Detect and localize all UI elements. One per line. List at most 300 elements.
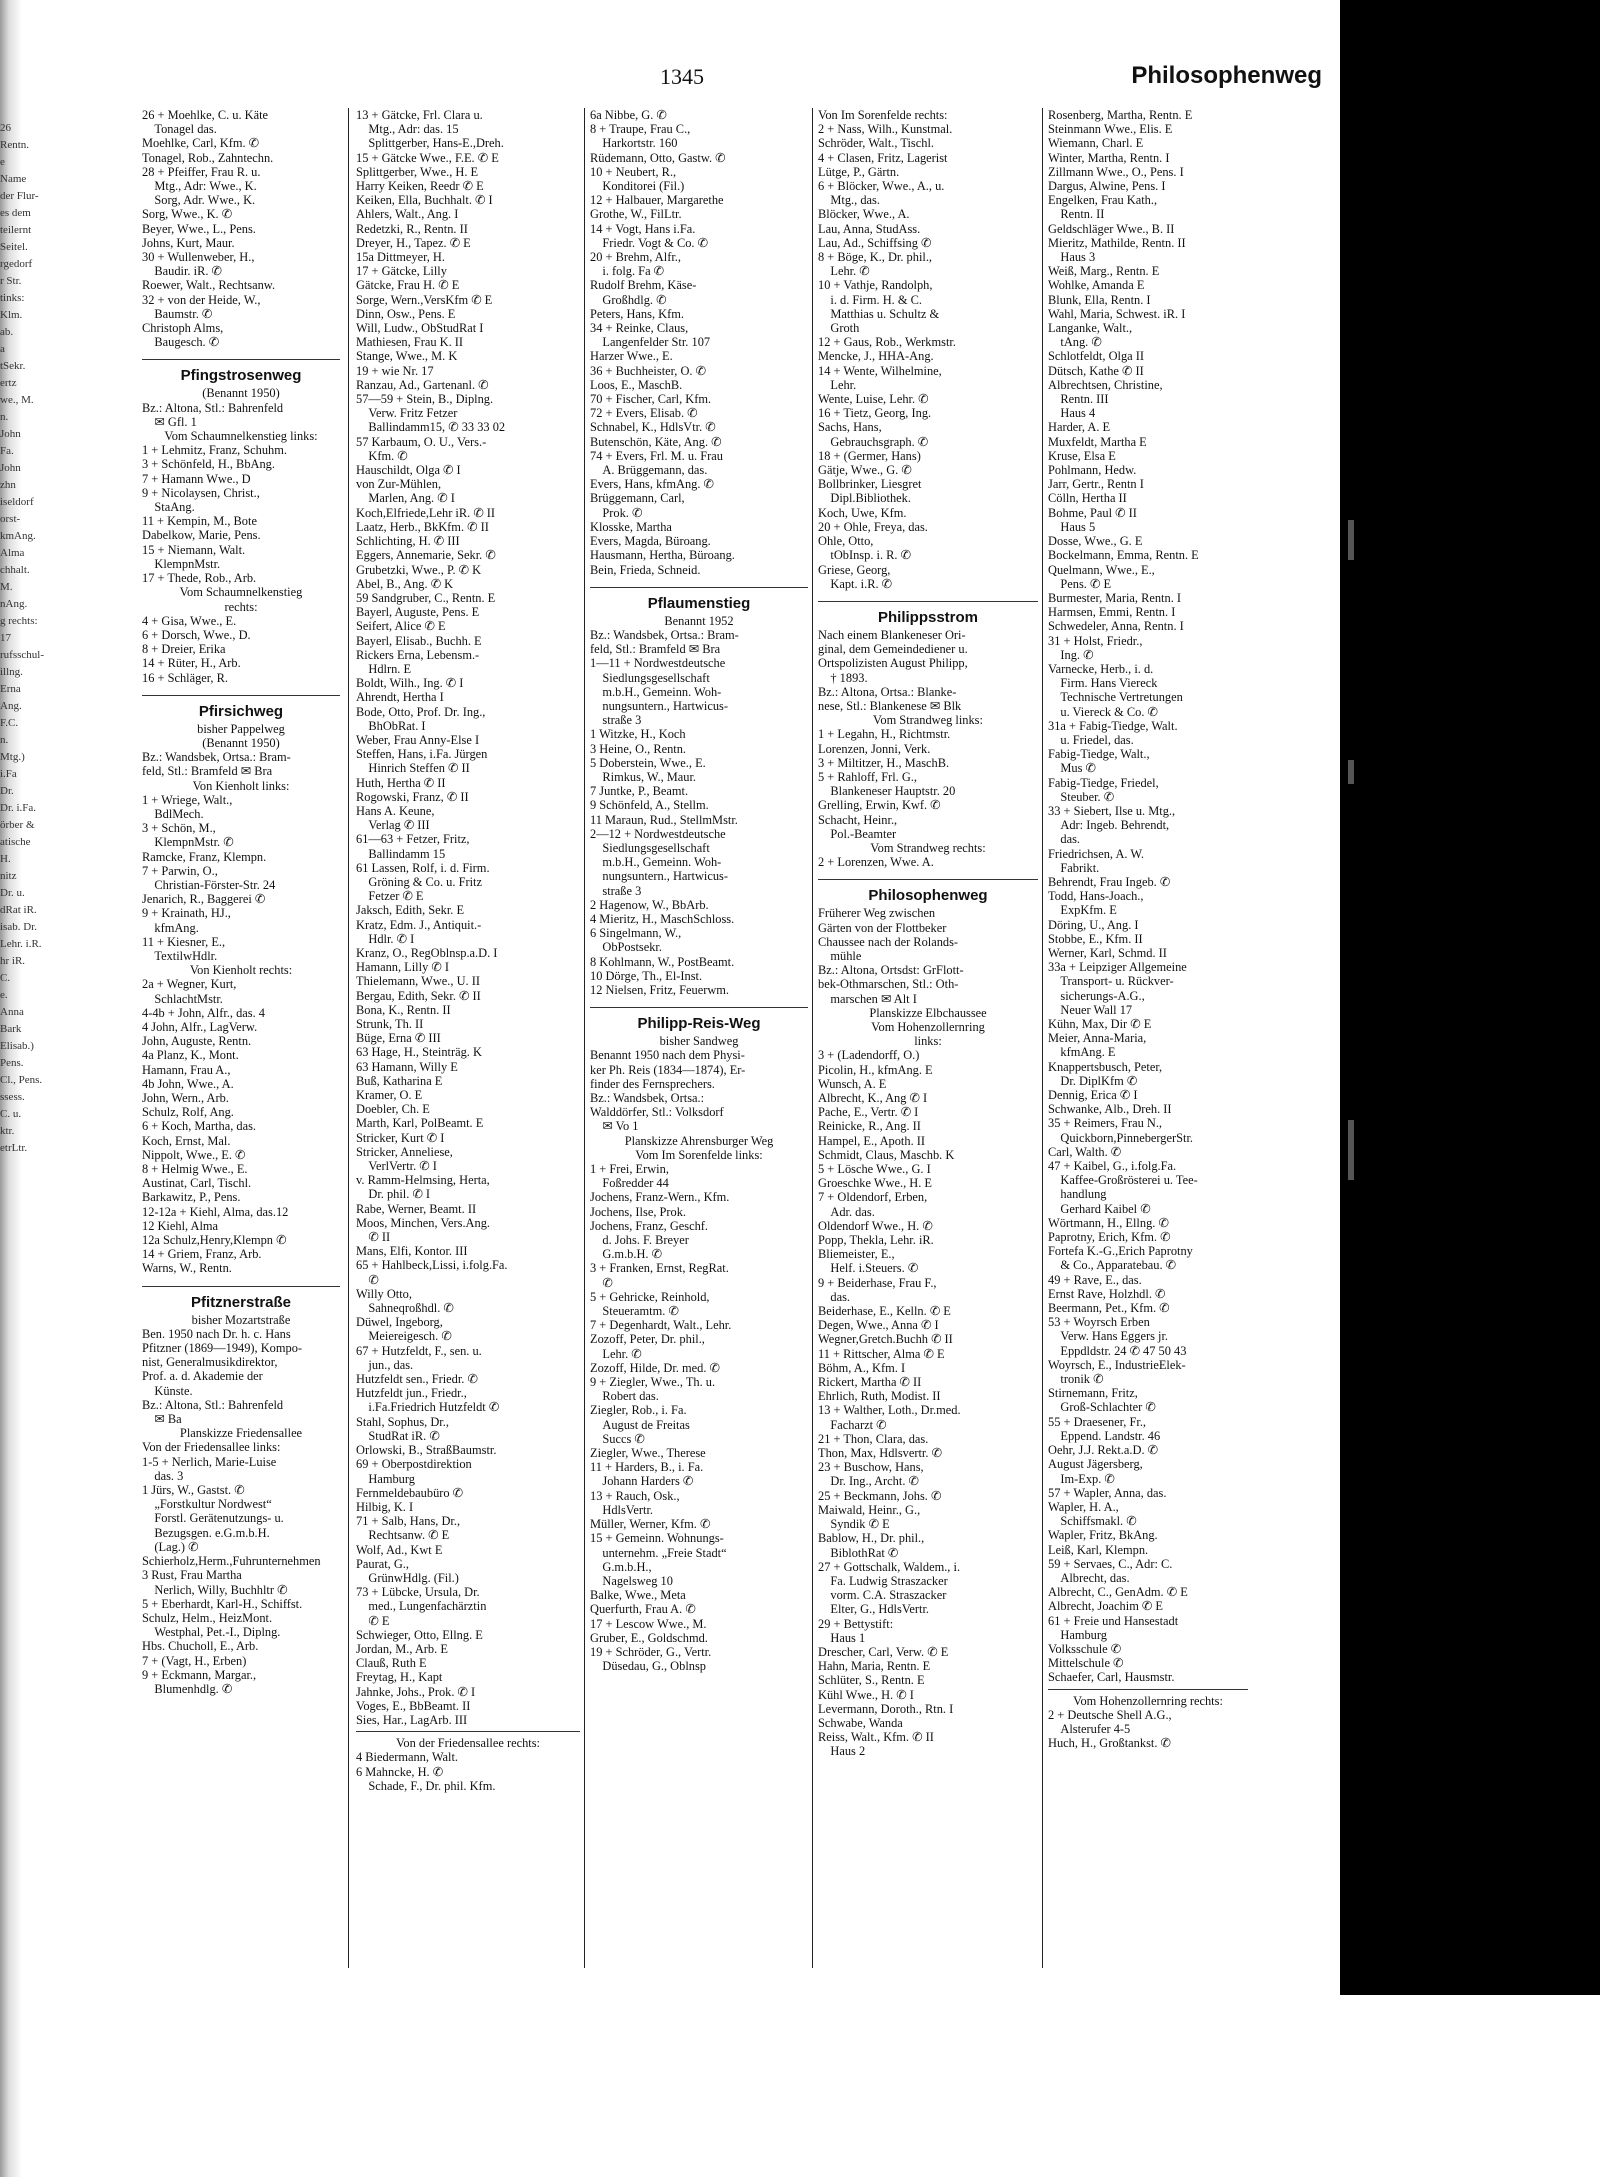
directory-entry: Nerlich, Willy, Buchhltr ✆ xyxy=(142,1582,288,1597)
directory-entry: Laatz, Herb., BkKfm. ✆ II xyxy=(356,519,489,534)
directory-entry: Sorg, Adr. Wwe., K. xyxy=(142,193,256,208)
directory-entry: Hilbig, K. I xyxy=(356,1499,414,1514)
directory-entry: 17 + Thede, Rob., Arb. xyxy=(142,571,257,586)
directory-entry: nese, Stl.: Blankenese ✉ Blk xyxy=(818,698,962,713)
facing-page-text: Cl., Pens. xyxy=(0,1074,43,1086)
directory-entry: Marth, Karl, PolBeamt. E xyxy=(356,1116,484,1131)
facing-page-text: Erna xyxy=(0,683,21,695)
directory-entry: 15a Dittmeyer, H. xyxy=(356,250,445,265)
directory-entry: Schulz, Rolf, Ang. xyxy=(142,1105,234,1120)
facing-page-text: 17 xyxy=(0,632,11,644)
directory-entry: ObPostsekr. xyxy=(590,940,662,955)
directory-entry: sicherungs-A.G., xyxy=(1048,988,1145,1003)
directory-entry: 11 + Harders, B., i. Fa. xyxy=(590,1460,704,1475)
page-title: Philosophenweg xyxy=(1131,62,1322,89)
directory-entry: 16 + Schläger, R. xyxy=(142,670,228,685)
directory-entry: Wohlke, Amanda E xyxy=(1048,278,1145,293)
directory-entry: Kapt. i.R. ✆ xyxy=(818,576,893,591)
directory-entry: Fortefa K.-G.,Erich Paprotny xyxy=(1048,1244,1193,1259)
directory-entry: Früherer Weg zwischen xyxy=(818,906,936,921)
directory-entry: Wahl, Maria, Schwest. iR. I xyxy=(1048,306,1186,321)
directory-entry: Roewer, Walt., Rechtsanw. xyxy=(142,278,276,293)
directory-entry: 28 + Pfeiffer, Frau R. u. xyxy=(142,164,261,179)
directory-entry: 4b John, Wwe., A. xyxy=(142,1076,234,1091)
directory-entry: Firm. Hans Viereck xyxy=(1048,676,1158,691)
directory-entry: BdlMech. xyxy=(142,806,204,821)
directory-entry: 57 Karbaum, O. U., Vers.- xyxy=(356,434,487,449)
directory-entry: Nach einem Blankeneser Ori- xyxy=(818,627,966,642)
directory-entry: Hamburg xyxy=(1048,1627,1107,1642)
directory-entry: Harzer Wwe., E. xyxy=(590,349,673,364)
facing-page-text: illng. xyxy=(0,666,23,678)
directory-entry: Ballindamm15, ✆ 33 33 02 xyxy=(356,420,506,435)
directory-entry: 73 + Lübcke, Ursula, Dr. xyxy=(356,1585,480,1600)
facing-page-text: zhn xyxy=(0,479,16,491)
directory-entry: Rickert, Martha ✆ II xyxy=(818,1375,922,1390)
directory-entry: Von der Friedensallee links: xyxy=(142,1440,281,1455)
directory-entry: Rosenberg, Martha, Rentn. E xyxy=(1048,108,1193,122)
directory-entry: SchlachtMstr. xyxy=(142,991,223,1006)
directory-entry: vorm. C.A. Straszacker xyxy=(818,1588,947,1603)
facing-page-text: nitz xyxy=(0,870,17,882)
directory-entry: Baumstr. ✆ xyxy=(142,306,213,321)
directory-entry: Koch, Ernst, Mal. xyxy=(142,1133,231,1148)
directory-entry: Eppend. Landstr. 46 xyxy=(1048,1428,1161,1443)
street-heading: Pfitznerstraße xyxy=(142,1286,340,1313)
directory-entry: Mtg., Adr: das. 15 xyxy=(356,122,459,137)
directory-entry: Eggers, Annemarie, Sekr. ✆ xyxy=(356,548,496,563)
directory-entry: Böhm, A., Kfm. I xyxy=(818,1360,906,1375)
directory-entry: Jochens, Franz-Wern., Kfm. xyxy=(590,1190,730,1205)
directory-entry: „Forstkultur Nordwest“ xyxy=(142,1497,272,1512)
directory-entry: Reiss, Walt., Kfm. ✆ II xyxy=(818,1730,934,1745)
directory-entry: nist, Generalmusikdirektor, xyxy=(142,1355,278,1370)
directory-entry: BhObRat. I xyxy=(356,718,426,733)
directory-entry: Barkawitz, P., Pens. xyxy=(142,1190,241,1205)
directory-entry: tronik ✆ xyxy=(1048,1372,1104,1387)
directory-entry: 61—63 + Fetzer, Fritz, xyxy=(356,832,470,847)
directory-entry: 6 + Blöcker, Wwe., A., u. xyxy=(818,179,945,194)
facing-page-text: orst- xyxy=(0,513,21,525)
directory-entry: 23 + Buschow, Hans, xyxy=(818,1460,924,1475)
directory-entry: Jordan, M., Arb. E xyxy=(356,1641,448,1656)
street-subheading: Vom Schaumnelkenstieg links: xyxy=(164,429,318,444)
directory-entry: G.m.b.H. ✆ xyxy=(590,1247,662,1262)
street-subheading: Planskizze Elbchaussee xyxy=(869,1005,987,1020)
directory-entry: Kranz, O., RegOblnsp.a.D. I xyxy=(356,945,498,960)
directory-entry: Quelmann, Wwe., E., xyxy=(1048,562,1155,577)
directory-entry: Huth, Hertha ✆ II xyxy=(356,775,446,790)
facing-page-text: kmAng. xyxy=(0,530,36,542)
directory-entry: Schlüter, S., Rentn. E xyxy=(818,1673,925,1688)
directory-entry: ExpKfm. E xyxy=(1048,903,1117,918)
directory-entry: 65 + Hahlbeck,Lissi, i.folg.Fa. xyxy=(356,1258,508,1273)
directory-entry: Beiderhase, E., Kelln. ✆ E xyxy=(818,1304,951,1319)
directory-entry: Tonagel, Rob., Zahntechn. xyxy=(142,150,274,165)
directory-entry: Rüdemann, Otto, Gastw. ✆ xyxy=(590,150,726,165)
facing-page-fragment xyxy=(0,120,52,1980)
directory-entry: Mans, Elfi, Kontor. III xyxy=(356,1244,468,1259)
directory-entry: Oehr, J.J. Rekt.a.D. ✆ xyxy=(1048,1443,1159,1458)
directory-entry: i.Fa.Friedrich Hutzfeldt ✆ xyxy=(356,1400,500,1415)
directory-entry: 1 Witzke, H., Koch xyxy=(590,727,686,742)
column-divider xyxy=(348,108,349,1968)
directory-entry: 29 + Bettystift: xyxy=(818,1616,894,1631)
directory-entry: Gruber, E., Goldschmd. xyxy=(590,1630,708,1645)
directory-entry: Bz.: Altona, Ortsdst: GrFlott- xyxy=(818,963,964,978)
directory-entry: 16 + Tietz, Georg, Ing. xyxy=(818,406,932,421)
facing-page-text: John xyxy=(0,462,21,474)
directory-entry: VerlVertr. ✆ I xyxy=(356,1159,437,1174)
directory-entry: Hamann, Frau A., xyxy=(142,1062,231,1077)
directory-entry: Bohme, Paul ✆ II xyxy=(1048,505,1137,520)
facing-page-text: isab. Dr. xyxy=(0,921,37,933)
directory-entry: 8 Kohlmann, W., PostBeamt. xyxy=(590,954,735,969)
directory-entry: Jahnke, Johs., Prok. ✆ I xyxy=(356,1684,476,1699)
directory-entry: Steffen, Hans, i.Fa. Jürgen xyxy=(356,747,488,762)
directory-entry: Paurat, G., xyxy=(356,1556,409,1571)
facing-page-text: Elisab.) xyxy=(0,1040,34,1052)
directory-entry: Boldt, Wilh., Ing. ✆ I xyxy=(356,676,464,691)
directory-entry: Bz.: Altona, Stl.: Bahrenfeld xyxy=(142,1397,284,1412)
directory-entry: unternehm. „Freie Stadt“ xyxy=(590,1545,727,1560)
facing-page-text: atische xyxy=(0,836,31,848)
directory-entry: Adr: Ingeb. Behrendt, xyxy=(1048,818,1170,833)
directory-entry: Hamburg xyxy=(356,1471,415,1486)
directory-entry: Cölln, Hertha II xyxy=(1048,491,1127,506)
directory-entry: Geldschläger Wwe., B. II xyxy=(1048,221,1175,236)
directory-entry: 55 + Draesener, Fr., xyxy=(1048,1414,1147,1429)
directory-entry: Elter, G., HdlsVertr. xyxy=(818,1602,929,1617)
directory-entry: 7 + (Vagt, H., Erben) xyxy=(142,1653,247,1668)
directory-entry: Lehr. xyxy=(818,377,857,392)
directory-entry: Gätje, Wwe., G. ✆ xyxy=(818,463,912,478)
facing-page-text: John xyxy=(0,428,21,440)
directory-entry: Steueramtm. ✆ xyxy=(590,1304,679,1319)
directory-entry: Rudolf Brehm, Käse- xyxy=(590,278,697,293)
directory-entry: Ramcke, Franz, Klempn. xyxy=(142,849,267,864)
directory-entry: G.m.b.H., xyxy=(590,1559,652,1574)
directory-entry: Fetzer ✆ E xyxy=(356,889,424,904)
facing-page-text: Mtg.) xyxy=(0,751,25,763)
page-header xyxy=(140,60,1330,96)
directory-entry: Mathiesen, Frau K. II xyxy=(356,335,464,350)
directory-entry: Volksschule ✆ xyxy=(1048,1641,1122,1656)
directory-entry: Gebrauchsgraph. ✆ xyxy=(818,434,929,449)
directory-entry: Dr. phil. ✆ I xyxy=(356,1187,431,1202)
directory-entry: Bein, Frieda, Schneid. xyxy=(590,562,701,577)
directory-entry: 20 + Ohle, Freya, das. xyxy=(818,519,928,534)
directory-entry: Rickers Erna, Lebensm.- xyxy=(356,647,480,662)
directory-entry: Lehr. ✆ xyxy=(818,264,870,279)
directory-entry: 14 + Wente, Wilhelmine, xyxy=(818,363,942,378)
column-divider xyxy=(1042,108,1043,1968)
directory-entry: Schlotfeldt, Olga II xyxy=(1048,349,1145,364)
directory-entry: 9 Schönfeld, A., Stellm. xyxy=(590,798,709,813)
directory-entry: Siedlungsgesellschaft xyxy=(590,670,710,685)
directory-entry: Nagelsweg 10 xyxy=(590,1573,673,1588)
directory-entry: Beyer, Wwe., L., Pens. xyxy=(142,221,256,236)
directory-entry: Bablow, H., Dr. phil., xyxy=(818,1531,925,1546)
directory-entry: 69 + Oberpostdirektion xyxy=(356,1457,472,1472)
directory-entry: 10 Dörge, Th., El-Inst. xyxy=(590,968,703,983)
directory-entry: 4 + Gisa, Wwe., E. xyxy=(142,613,237,628)
directory-entry: 13 + Rauch, Osk., xyxy=(590,1488,680,1503)
directory-entry: Pfitzner (1869—1949), Kompo- xyxy=(142,1341,303,1356)
directory-entry: Schwanke, Alb., Dreh. II xyxy=(1048,1102,1172,1117)
directory-entry: Pache, E., Vertr. ✆ I xyxy=(818,1105,919,1120)
street-subheading: (Benannt 1950) xyxy=(202,735,280,750)
directory-entry: m.b.H., Gemeinn. Woh- xyxy=(590,855,722,870)
directory-entry: Succs ✆ xyxy=(590,1431,645,1446)
directory-entry: Jarr, Gertr., Rentn I xyxy=(1048,477,1144,492)
directory-entry: Koch,Elfriede,Lehr iR. ✆ II xyxy=(356,505,496,520)
column-1 xyxy=(142,108,340,1968)
directory-entry: nungsuntern., Hartwicus- xyxy=(590,698,728,713)
facing-page-text: rufsschul- xyxy=(0,649,44,661)
directory-entry: Ziegler, Wwe., Therese xyxy=(590,1446,706,1461)
directory-entry: 12 + Halbauer, Margarethe xyxy=(590,193,724,208)
directory-entry: 17 + Lescow Wwe., M. xyxy=(590,1616,707,1631)
directory-entry: Lütge, P., Gärtn. xyxy=(818,164,900,179)
facing-page-text: dRat iR. xyxy=(0,904,37,916)
directory-entry: Siedlungsgesellschaft xyxy=(590,840,710,855)
directory-entry: Ranzau, Ad., Gartenanl. ✆ xyxy=(356,377,489,392)
directory-entry: straße 3 xyxy=(590,883,642,898)
directory-entry: 12-12a + Kiehl, Alma, das.12 xyxy=(142,1204,289,1219)
directory-entry: Rabe, Werner, Beamt. II xyxy=(356,1201,477,1216)
section-divider xyxy=(1048,1689,1248,1690)
directory-entry: Kratz, Edm. J., Antiquit.- xyxy=(356,917,482,932)
directory-entry: Jenarich, R., Baggerei ✆ xyxy=(142,892,266,907)
directory-entry: 12 Nielsen, Fritz, Feuerwm. xyxy=(590,982,730,997)
column-5 xyxy=(1048,108,1248,1968)
directory-entry: 6a Nibbe, G. ✆ xyxy=(590,108,667,122)
street-subheading: rechts: xyxy=(224,599,258,614)
directory-entry: Ziegler, Rob., i. Fa. xyxy=(590,1403,687,1418)
directory-entry: 1-5 + Nerlich, Marie-Luise xyxy=(142,1454,277,1469)
directory-entry: 70 + Fischer, Carl, Kfm. xyxy=(590,392,712,407)
directory-entry: Harmsen, Emmi, Rentn. I xyxy=(1048,605,1176,620)
directory-entry: Albrecht, das. xyxy=(1048,1570,1130,1585)
facing-page-text: Klm. xyxy=(0,309,23,321)
directory-entry: 7 + Oldendorf, Erben, xyxy=(818,1190,928,1205)
directory-entry: Verlag ✆ III xyxy=(356,818,430,833)
scan-dark-edge xyxy=(1340,0,1600,1995)
directory-entry: Schnabel, K., HdlsVtr. ✆ xyxy=(590,420,716,435)
directory-entry: 11 + Kiesner, E., xyxy=(142,934,226,949)
directory-entry: 11 + Rittscher, Alma ✆ E xyxy=(818,1346,945,1361)
directory-entry: u. Viereck & Co. ✆ xyxy=(1048,704,1158,719)
directory-entry: das. xyxy=(818,1289,851,1304)
directory-entry: Woyrsch, E., IndustrieElek- xyxy=(1048,1357,1186,1372)
directory-entry: 4 Biedermann, Walt. xyxy=(356,1750,459,1765)
directory-entry: Wiemann, Charl. E xyxy=(1048,136,1144,151)
directory-entry: Meier, Anna-Maria, xyxy=(1048,1031,1147,1046)
directory-entry: Behrendt, Frau Ingeb. ✆ xyxy=(1048,874,1171,889)
directory-entry: Kfm. ✆ xyxy=(356,448,408,463)
page-number: 1345 xyxy=(660,64,704,89)
directory-entry: ✆ xyxy=(356,1272,379,1287)
directory-entry: 14 + Rüter, H., Arb. xyxy=(142,656,241,671)
directory-entry: Clauß, Ruth E xyxy=(356,1656,427,1671)
directory-entry: John, Wern., Arb. xyxy=(142,1091,229,1105)
directory-entry: Beermann, Pet., Kfm. ✆ xyxy=(1048,1301,1170,1316)
directory-entry: Eppdldstr. 24 ✆ 47 50 43 xyxy=(1048,1343,1187,1358)
directory-entry: Reinicke, R., Ang. II xyxy=(818,1119,921,1134)
directory-entry: Prok. ✆ xyxy=(590,505,643,520)
directory-entry: Mus ✆ xyxy=(1048,761,1096,776)
street-subheading: Planskizze Friedensallee xyxy=(179,1426,303,1441)
directory-entry: Querfurth, Frau A. ✆ xyxy=(590,1602,696,1617)
directory-entry: 12 + Gaus, Rob., Werkmstr. xyxy=(818,335,956,350)
directory-entry: 10 + Neubert, R., xyxy=(590,164,677,179)
street-heading: Philosophenweg xyxy=(818,879,1038,906)
directory-entry: 26 + Moehlke, C. u. Käte xyxy=(142,108,269,122)
directory-entry: Picolin, H., kfmAng. E xyxy=(818,1062,933,1077)
directory-entry: Splittgerber, Hans-E.,Dreh. xyxy=(356,136,504,151)
directory-entry: 57 + Wapler, Anna, das. xyxy=(1048,1485,1167,1500)
directory-entry: Groß-Schlachter ✆ xyxy=(1048,1400,1156,1415)
directory-entry: d. Johs. F. Breyer xyxy=(590,1233,689,1248)
directory-entry: 8 + Dreier, Erika xyxy=(142,642,226,657)
directory-entry: 6 Singelmann, W., xyxy=(590,926,682,941)
directory-entry: 1 + Frei, Erwin, xyxy=(590,1162,669,1177)
directory-entry: 20 + Brehm, Alfr., xyxy=(590,250,681,265)
directory-entry: Knappertsbusch, Peter, xyxy=(1048,1059,1163,1074)
facing-page-text: iseldorf xyxy=(0,496,34,508)
directory-entry: Schwedeler, Anna, Rentn. I xyxy=(1048,619,1184,634)
directory-entry: 3 + Schönfeld, H., BbAng. xyxy=(142,457,275,472)
directory-entry: Kramer, O. E xyxy=(356,1088,423,1103)
directory-entry: 8 + Böge, K., Dr. phil., xyxy=(818,250,933,265)
directory-entry: Haus 1 xyxy=(818,1630,866,1645)
directory-entry: Klosske, Martha xyxy=(590,519,672,534)
directory-entry: Schmidt, Claus, Maschb. K xyxy=(818,1147,955,1162)
directory-entry: Sahneqroßhdl. ✆ xyxy=(356,1301,454,1316)
directory-entry: Baugesch. ✆ xyxy=(142,335,220,350)
directory-entry: Pohlmann, Hedw. xyxy=(1048,463,1137,478)
directory-entry: KlempnMstr. xyxy=(142,556,221,571)
directory-entry: 2 + Lorenzen, Wwe. A. xyxy=(818,855,934,870)
directory-entry: 15 + Gemeinn. Wohnungs- xyxy=(590,1531,724,1546)
directory-entry: nungsuntern., Hartwicus- xyxy=(590,869,728,884)
directory-entry: StudRat iR. ✆ xyxy=(356,1428,440,1443)
directory-entry: Griese, Georg, xyxy=(818,562,891,577)
directory-entry: Leiß, Karl, Klempn. xyxy=(1048,1542,1149,1557)
directory-entry: Pens. ✆ E xyxy=(1048,576,1112,591)
directory-entry: Langanke, Walt., xyxy=(1048,321,1133,336)
street-subheading: Benannt 1952 xyxy=(664,613,734,628)
directory-entry: Harkortstr. 160 xyxy=(590,136,678,151)
directory-entry: finder des Fernsprechers. xyxy=(590,1076,715,1091)
directory-entry: Technische Vertretungen xyxy=(1048,690,1183,705)
directory-entry: 19 + wie Nr. 17 xyxy=(356,363,434,378)
directory-entry: Lehr. ✆ xyxy=(590,1346,642,1361)
directory-entry: Kaffee-Großrösterei u. Tee- xyxy=(1048,1173,1198,1188)
street-subheading: (Benannt 1950) xyxy=(202,386,280,401)
facing-page-text: Bark xyxy=(0,1023,22,1035)
directory-entry: ✆ II xyxy=(356,1230,391,1245)
directory-entry: 3 + Schön, M., xyxy=(142,821,216,836)
directory-entry: Gerhard Kaibel ✆ xyxy=(1048,1201,1151,1216)
directory-entry: 1 + Legahn, H., Richtmstr. xyxy=(818,727,951,742)
directory-entry: kfmAng. xyxy=(142,920,199,935)
directory-entry: 7 + Hamann Wwe., D xyxy=(142,471,251,486)
directory-entry: feld, Stl.: Bramfeld ✉ Bra xyxy=(590,642,721,657)
directory-entry: Blankeneser Hauptstr. 20 xyxy=(818,784,956,799)
directory-entry: Blunk, Ella, Rentn. I xyxy=(1048,292,1151,307)
facing-page-text: nAng. xyxy=(0,598,28,610)
directory-entry: 7 + Parwin, O., xyxy=(142,863,218,878)
directory-entry: Fabig-Tiedge, Walt., xyxy=(1048,747,1150,762)
directory-entry: Todd, Hans-Joach., xyxy=(1048,889,1144,904)
directory-entry: u. Friedel, das. xyxy=(1048,732,1134,747)
directory-entry: Schade, F., Dr. phil. Kfm. xyxy=(356,1778,496,1793)
facing-page-text: Seitel. xyxy=(0,241,28,253)
directory-entry: Mtg., das. xyxy=(818,193,880,208)
directory-entry: 4 + Clasen, Fritz, Lagerist xyxy=(818,150,948,165)
facing-page-text: M. xyxy=(0,581,13,593)
directory-entry: ✉ Gfl. 1 xyxy=(142,414,197,429)
column-divider xyxy=(584,108,585,1968)
directory-entry: Sies, Har., LagArb. III xyxy=(356,1712,468,1727)
directory-entry: Bona, K., Rentn. II xyxy=(356,1002,451,1017)
directory-entry: 1 + Lehmitz, Franz, Schuhm. xyxy=(142,443,287,458)
directory-entry: 13 + Walther, Loth., Dr.med. xyxy=(818,1403,961,1418)
directory-entry: Willy Otto, xyxy=(356,1286,412,1301)
directory-entry: Schiffsmakl. ✆ xyxy=(1048,1514,1137,1529)
directory-entry: Tonagel das. xyxy=(142,122,217,137)
street-subheading: Vom Strandweg links: xyxy=(873,713,983,728)
directory-entry: Schlichting, H. ✆ III xyxy=(356,534,460,549)
directory-entry: 12 Kiehl, Alma xyxy=(142,1218,219,1233)
directory-entry: von Zur-Mühlen, xyxy=(356,477,442,492)
facing-page-text: hr iR. xyxy=(0,955,26,967)
directory-entry: Marlen, Ang. ✆ I xyxy=(356,491,455,506)
directory-entry: 32 + von der Heide, W., xyxy=(142,292,261,307)
directory-entry: Alsterufer 4-5 xyxy=(1048,1721,1131,1736)
directory-entry: Stobbe, E., Kfm. II xyxy=(1048,931,1143,946)
directory-entry: Wolf, Ad., Kwt E xyxy=(356,1542,443,1557)
directory-entry: 5 + Eberhardt, Karl-H., Schiffst. xyxy=(142,1596,303,1611)
directory-entry: Butenschön, Käte, Ang. ✆ xyxy=(590,434,722,449)
directory-entry: Maiwald, Heinr., G., xyxy=(818,1502,921,1517)
directory-entry: Ben. 1950 nach Dr. h. c. Hans xyxy=(142,1326,291,1341)
directory-entry: Mieritz, Mathilde, Rentn. II xyxy=(1048,235,1186,250)
directory-entry: Meiereigesch. ✆ xyxy=(356,1329,452,1344)
directory-entry: 36 + Buchheister, O. ✆ xyxy=(590,363,706,378)
directory-entry: Facharzt ✆ xyxy=(818,1417,887,1432)
directory-entry: Fabig-Tiedge, Friedel, xyxy=(1048,775,1159,790)
facing-page-text: e xyxy=(0,156,5,168)
directory-entry: 5 Doberstein, Wwe., E. xyxy=(590,755,706,770)
directory-entry: Rentn. II xyxy=(1048,207,1105,222)
directory-entry: Mtg., Adr: Wwe., K. xyxy=(142,179,257,194)
directory-entry: Balke, Wwe., Meta xyxy=(590,1588,686,1603)
directory-entry: Bz.: Wandsbek, Ortsa.: Bram- xyxy=(142,750,291,765)
directory-entry: Gätcke, Frau H. ✆ E xyxy=(356,278,460,293)
directory-entry: Grelling, Erwin, Kwf. ✆ xyxy=(818,798,941,813)
street-subheading: Von Kienholt links: xyxy=(192,778,290,793)
directory-entry: Bollbrinker, Liesgret xyxy=(818,477,922,492)
directory-entry: Hutzfeldt sen., Friedr. ✆ xyxy=(356,1372,478,1387)
directory-entry: v. Ramm-Helmsing, Herta, xyxy=(356,1173,490,1188)
directory-entry: Langenfelder Str. 107 xyxy=(590,335,711,350)
facing-page-text: tSekr. xyxy=(0,360,26,372)
directory-entry: 67 + Hutzfeldt, F., sen. u. xyxy=(356,1343,482,1358)
facing-page-text: H. xyxy=(0,853,11,865)
